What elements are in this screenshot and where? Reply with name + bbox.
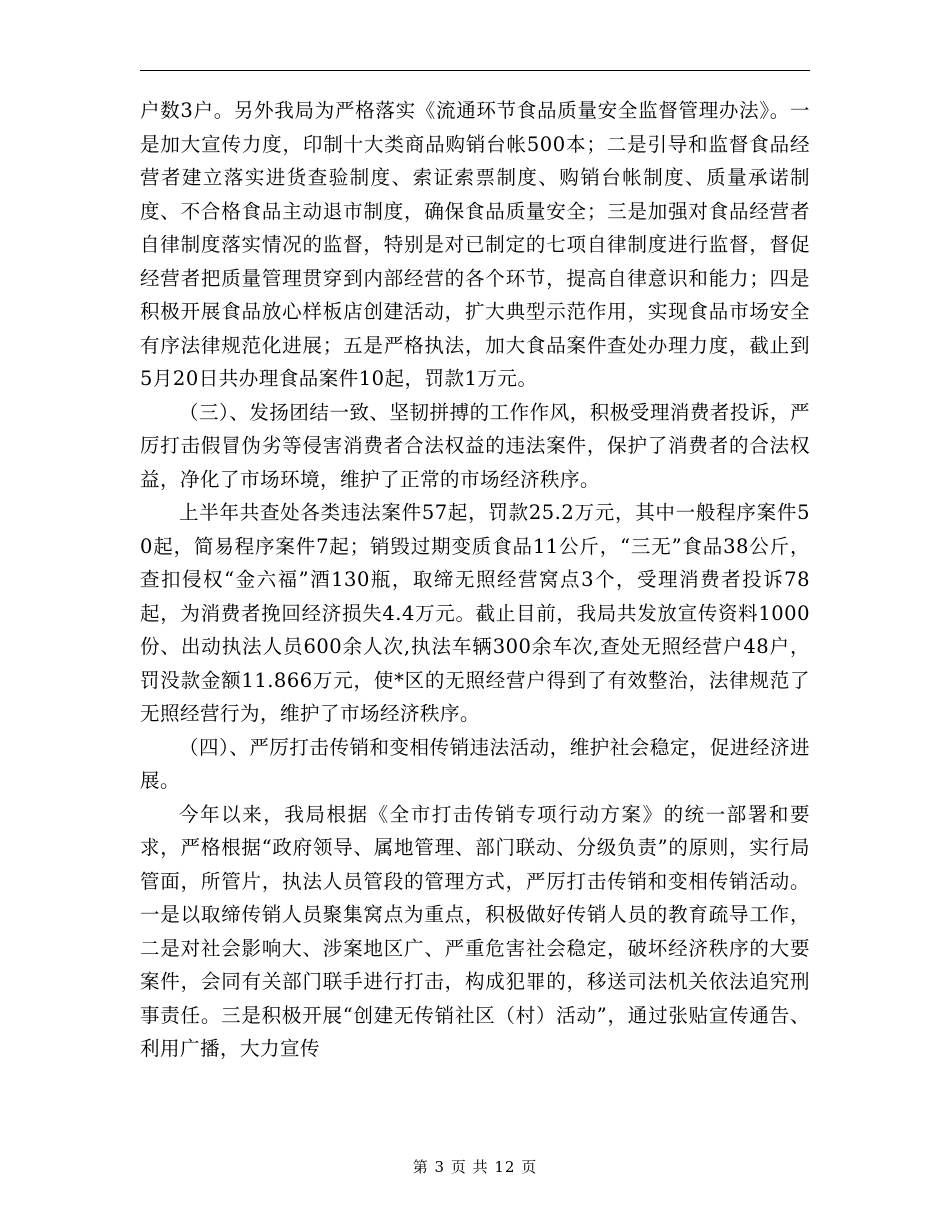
page-label-mid: 页 共	[450, 1158, 489, 1176]
page-label-prefix: 第	[412, 1158, 429, 1176]
document-body	[140, 94, 810, 1066]
page-footer	[0, 1156, 950, 1177]
header-rule	[140, 70, 810, 71]
current-page-number: 3	[434, 1158, 446, 1176]
body-paragraph-3: 上半年共查处各类违法案件57起，罚款25.2万元，其中一般程序案件50起，简易程序案件7起；销毁过期变质食品11公斤，“三无”食品38公斤，查扣侵权“金六福”酒130瓶，取缔无照经营窝点3个，受理消费者投诉78起，为消费者挽回经济损失4.4万元。截止目前，我局共发放宣传资料1000份、出动执法人员600余人次,执法车辆300余车次,查处无照经营户48户，罚没款金额11.866万元，使*区的无照经营户得到了有效整治，法律规范了无照经营行为，维护了市场经济秩序。	[140, 501, 810, 725]
page-label-suffix: 页	[521, 1158, 538, 1176]
total-pages-number: 12	[494, 1158, 516, 1176]
body-paragraph-2: （三）、发扬团结一致、坚韧拼搏的工作作风，积极受理消费者投诉，严厉打击假冒伪劣等侵害消费者合法权益的违法案件，保护了消费者的合法权益，净化了市场环境，维护了正常的市场经济秩序。	[140, 400, 810, 491]
body-paragraph-4: （四）、严厉打击传销和变相传销违法活动，维护社会稳定，促进经济进展。	[140, 735, 810, 792]
body-paragraph-5: 今年以来，我局根据《全市打击传销专项行动方案》的统一部署和要求，严格根据“政府领导、属地管理、部门联动、分级负责”的原则，实行局管面，所管片，执法人员管段的管理方式，严厉打击传销和变相传销活动。一是以取缔传销人员聚集窝点为重点，积极做好传销人员的教育疏导工作，二是对社会影响大、涉案地区广、严重危害社会稳定，破坏经济秩序的大要案件，会同有关部门联手进行打击，构成犯罪的，移送司法机关依法追究刑事责任。三是积极开展“创建无传销社区（村）活动”，通过张贴宣传通告、利用广播，大力宣传	[140, 802, 810, 1060]
body-paragraph-1: 户数3户。另外我局为严格落实《流通环节食品质量安全监督管理办法》。一是加大宣传力度，印制十大类商品购销台帐500本；二是引导和监督食品经营者建立落实进货查验制度、索证索票制度、购销台帐制度、质量承诺制度、不合格食品主动退市制度，确保食品质量安全；三是加强对食品经营者自律制度落实情况的监督，特别是对已制定的七项自律制度进行监督，督促经营者把质量管理贯穿到内部经营的各个环节，提高自律意识和能力；四是积极开展食品放心样板店创建活动，扩大典型示范作用，实现食品市场安全有序法律规范化进展；五是严格执法，加大食品案件查处办理力度，截止到5月20日共办理食品案件10起，罚款1万元。	[140, 99, 810, 390]
